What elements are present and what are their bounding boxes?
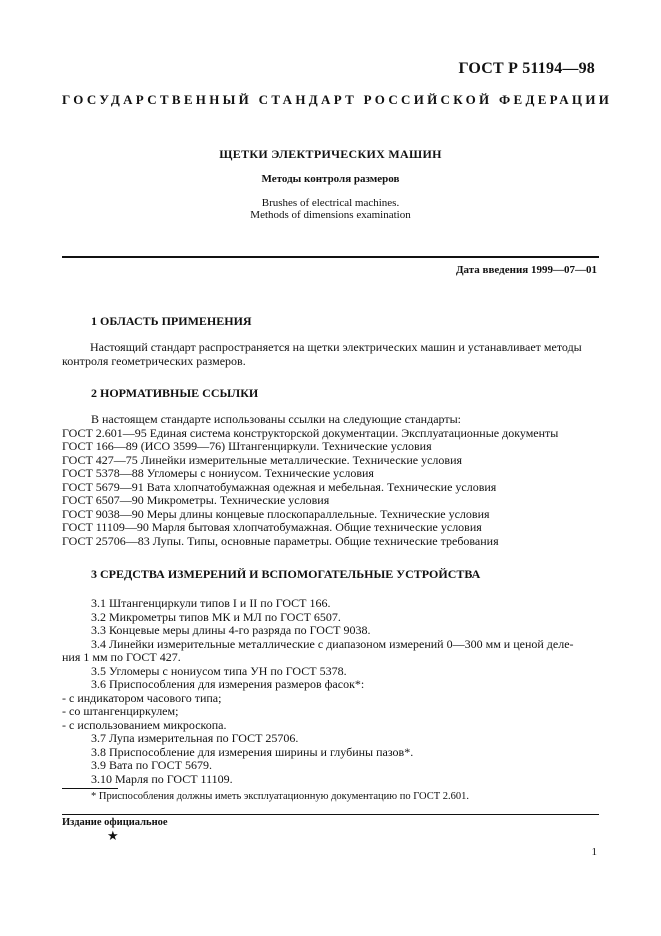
instruments-list	[62, 596, 574, 786]
scope-paragraph-line: Настоящий стандарт распространяется на щетки электрических машин и устанавливает методы	[90, 340, 582, 354]
instrument-subitem: - с индикатором часового типа;	[62, 690, 222, 705]
star-icon: ★	[107, 828, 119, 843]
reference-item: ГОСТ 6507—90 Микрометры. Технические условия	[62, 493, 330, 507]
government-standard-header: ГОСУДАРСТВЕННЫЙ СТАНДАРТ РОССИЙСКОЙ ФЕДЕРАЦИИ	[62, 92, 613, 107]
footer-divider	[62, 814, 599, 815]
instrument-item: 3.1 Штангенциркули типов I и II по ГОСТ 166.	[91, 596, 331, 610]
reference-item: ГОСТ 427—75 Линейки измерительные металлические. Технические условия	[62, 452, 463, 467]
section-heading-scope: 1 ОБЛАСТЬ ПРИМЕНЕНИЯ	[91, 314, 252, 328]
document-title: ЩЕТКИ ЭЛЕКТРИЧЕСКИХ МАШИН	[219, 147, 442, 161]
instrument-item: 3.4 Линейки измерительные металлические с диапазоном измерений 0—300 мм и ценой деле-	[91, 636, 574, 651]
reference-item: ГОСТ 11109—90 Марля бытовая хлопчатобумажная. Общие технические условия	[62, 520, 482, 534]
reference-item: ГОСТ 2.601—95 Единая система конструкторской документации. Эксплуатационные документы	[62, 425, 559, 440]
english-title-line-2: Methods of dimensions examination	[250, 209, 411, 221]
reference-item: ГОСТ 5378—88 Угломеры с нониусом. Технические условия	[62, 466, 374, 480]
reference-item: ГОСТ 5679—91 Вата хлопчатобумажная одежная и мебельная. Технические условия	[62, 479, 497, 494]
reference-item: ГОСТ 25706—83 Лупы. Типы, основные параметры. Общие технические требования	[62, 533, 499, 548]
instrument-item: 3.2 Микрометры типов МК и МЛ по ГОСТ 6507.	[91, 609, 341, 624]
header-divider	[62, 256, 599, 258]
section-heading-instruments: 3 СРЕДСТВА ИЗМЕРЕНИЙ И ВСПОМОГАТЕЛЬНЫЕ УСТРОЙСТВА	[91, 567, 481, 581]
instrument-item: 3.3 Концевые меры длины 4-го разряда по ГОСТ 9038.	[91, 623, 371, 637]
instrument-item: 3.5 Угломеры с нониусом типа УН по ГОСТ 5378.	[91, 663, 347, 678]
footnote-divider	[62, 788, 118, 789]
page-number: 1	[591, 846, 597, 858]
reference-item: ГОСТ 166—89 (ИСО 3599—76) Штангенциркули. Технические условия	[62, 439, 432, 453]
section-heading-references: 2 НОРМАТИВНЫЕ ССЫЛКИ	[91, 386, 259, 400]
scope-paragraph-line: контроля геометрических размеров.	[62, 354, 246, 368]
instrument-item: 3.7 Лупа измерительная по ГОСТ 25706.	[91, 731, 299, 745]
instrument-item: 3.9 Вата по ГОСТ 5679.	[91, 758, 212, 772]
introduction-date: Дата введения 1999—07—01	[455, 264, 597, 276]
instrument-item: 3.8 Приспособление для измерения ширины и глубины пазов*.	[91, 744, 414, 759]
instrument-item: 3.6 Приспособления для измерения размеров фасок*:	[91, 677, 365, 691]
instrument-item: 3.10 Марля по ГОСТ 11109.	[91, 771, 233, 786]
instrument-subitem: - со штангенциркулем;	[62, 704, 179, 718]
footnote: * Приспособления должны иметь эксплуатационную документацию по ГОСТ 2.601.	[91, 791, 470, 802]
document-number: ГОСТ Р 51194—98	[458, 60, 595, 77]
instrument-item-continuation: ния 1 мм по ГОСТ 427.	[62, 650, 181, 664]
references-intro: В настоящем стандарте использованы ссылки на следующие стандарты:	[91, 412, 462, 426]
reference-item: ГОСТ 9038—90 Меры длины концевые плоскопараллельные. Технические условия	[62, 506, 490, 521]
instrument-subitem: - с использованием микроскопа.	[62, 717, 227, 732]
references-list	[62, 412, 559, 548]
official-edition-label: Издание официальное	[62, 817, 168, 828]
english-title-line-1: Brushes of electrical machines.	[261, 197, 400, 209]
document-subtitle: Методы контроля размеров	[261, 173, 400, 185]
